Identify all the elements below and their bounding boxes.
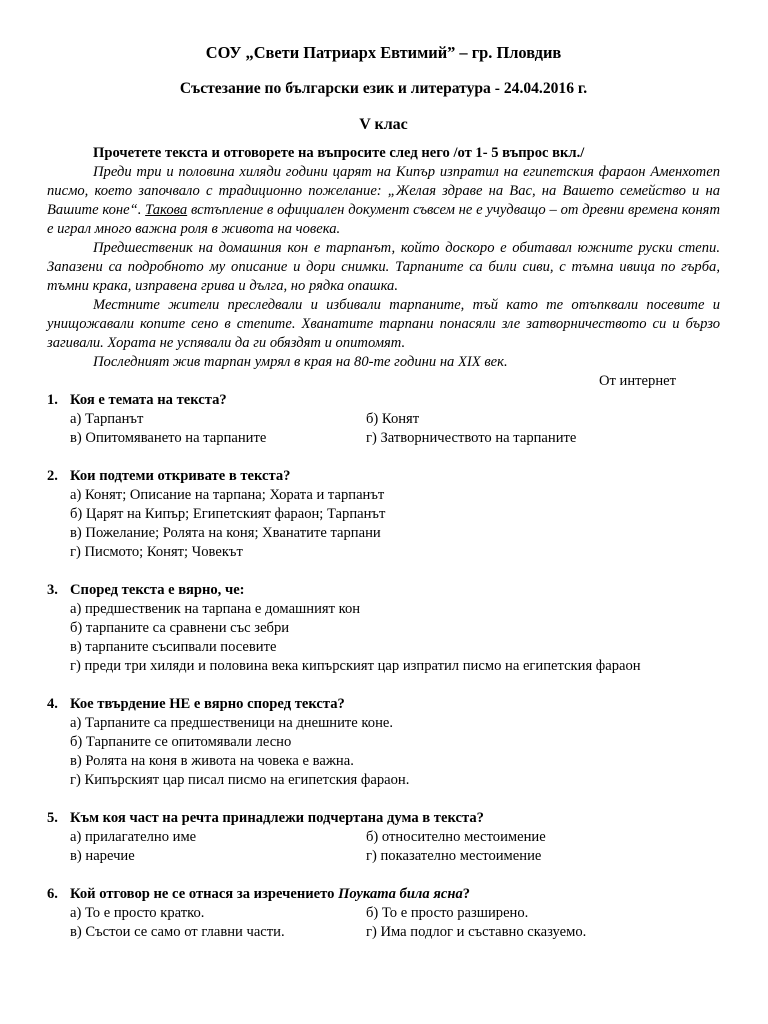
option-c: в) Опитомяването на тарпаните xyxy=(70,430,267,446)
question-text-part: Кой отговор не се отнася за изречението xyxy=(70,886,339,902)
option-c: в) Състои се само от главни части. xyxy=(70,924,285,940)
question-6 xyxy=(47,885,720,942)
question-number: 5. xyxy=(47,810,58,826)
passage-paragraph-4: Последният жив тарпан умрял в края на 80-те години на XIX век. xyxy=(93,354,508,370)
instructions: Прочетете текста и отговорете на въпросите след него /от 1- 5 въпрос вкл./ xyxy=(93,145,585,161)
question-2 xyxy=(47,467,720,562)
option-b: б) тарпаните са сравнени със зебри xyxy=(70,620,290,636)
option-a: а) Тарпанът xyxy=(70,411,144,427)
source-note: От интернет xyxy=(598,373,676,389)
school-title: СОУ „Свети Патриарх Евтимий” – гр. Пловдив xyxy=(205,43,562,62)
option-b: б) То е просто разширено. xyxy=(366,905,529,921)
option-c: в) тарпаните съсипвали посевите xyxy=(70,639,277,655)
passage-paragraph-3: Местните жители преследвали и избивали тарпаните, тъй като те отъпквали посевите и унищожавали копите сено в степите. Хванатите тарпани понасяли зле затворничеството си и бързо загивали. Хората не успявали да ги обяздят и опитомят. xyxy=(47,297,720,351)
option-d: г) преди три хиляди и половина века кипърският цар изпратил писмо на египетския фараон xyxy=(70,658,641,674)
question-text: Коя е темата на текста? xyxy=(70,392,227,408)
quoted-sentence: Поуката била ясна xyxy=(338,886,463,902)
question-number: 2. xyxy=(47,468,58,484)
question-1 xyxy=(47,391,720,448)
option-b: б) Царят на Кипър; Египетският фараон; Тарпанът xyxy=(70,506,386,522)
option-a: а) Тарпаните са предшественици на днешните коне. xyxy=(70,715,394,731)
question-number: 3. xyxy=(47,582,58,598)
option-a: а) прилагателно име xyxy=(70,829,197,845)
document-page xyxy=(47,42,720,961)
option-d: г) Затворничеството на тарпаните xyxy=(366,430,577,446)
option-d: г) Кипърският цар писал писмо на египетския фараон. xyxy=(70,772,410,788)
passage-p1-before: Преди три и половина хиляди години царят на Кипър изпратил на египетския фараон Аменхотеп писмо, което започвало с традиционно пожелание: „Желая здраве на Вас, на Вашето семейство и на Вашите коне“. xyxy=(47,164,720,218)
passage-paragraph-2: Предшественик на домашния кон е тарпанът, който доскоро е обитавал южните руски степи. Запазени са подробното му описание и дори снимки. Тарпаните са били сиви, с тъмна ивица по гърба, тъмни крака, изправена грива и дълга, но рядка опашка. xyxy=(47,240,720,294)
passage-paragraph-1 xyxy=(47,163,720,239)
option-c: в) Пожелание; Ролята на коня; Хванатите тарпани xyxy=(70,525,381,541)
question-3 xyxy=(47,581,720,676)
option-d: г) Има подлог и съставно сказуемо. xyxy=(366,924,587,940)
question-text: Кои подтеми откривате в текста? xyxy=(70,468,291,484)
underlined-word: Такова xyxy=(145,202,188,218)
question-5 xyxy=(47,809,720,866)
question-text-end: ? xyxy=(462,886,471,902)
option-b: б) Тарпаните се опитомявали лесно xyxy=(70,734,292,750)
option-c: в) наречие xyxy=(70,848,135,864)
option-b: б) относително местоимение xyxy=(366,829,546,845)
option-a: а) предшественик на тарпана е домашният кон xyxy=(70,601,361,617)
question-text: Кое твърдение НЕ е вярно според текста? xyxy=(70,696,345,712)
competition-title: Състезание по български език и литература - 24.04.2016 г. xyxy=(179,80,588,97)
option-d: г) Писмото; Конят; Човекът xyxy=(70,544,243,560)
question-number: 1. xyxy=(47,392,58,408)
question-number: 4. xyxy=(47,696,58,712)
question-number: 6. xyxy=(47,886,58,902)
option-a: а) То е просто кратко. xyxy=(70,905,205,921)
question-text xyxy=(70,885,470,904)
option-a: а) Конят; Описание на тарпана; Хората и тарпанът xyxy=(70,487,385,503)
option-b: б) Конят xyxy=(366,411,420,427)
passage-p1-after: встъпление в официален документ съвсем не е учудващо – от древни времена конят е играл много важна роля в живота на човека. xyxy=(47,202,721,237)
question-text: Към коя част на речта принадлежи подчертана дума в текста? xyxy=(70,810,484,826)
grade-title: V клас xyxy=(359,116,408,133)
option-d: г) показателно местоимение xyxy=(366,848,542,864)
option-c: в) Ролята на коня в живота на човека е важна. xyxy=(70,753,354,769)
question-text: Според текста е вярно, че: xyxy=(70,582,245,598)
question-4 xyxy=(47,695,720,790)
